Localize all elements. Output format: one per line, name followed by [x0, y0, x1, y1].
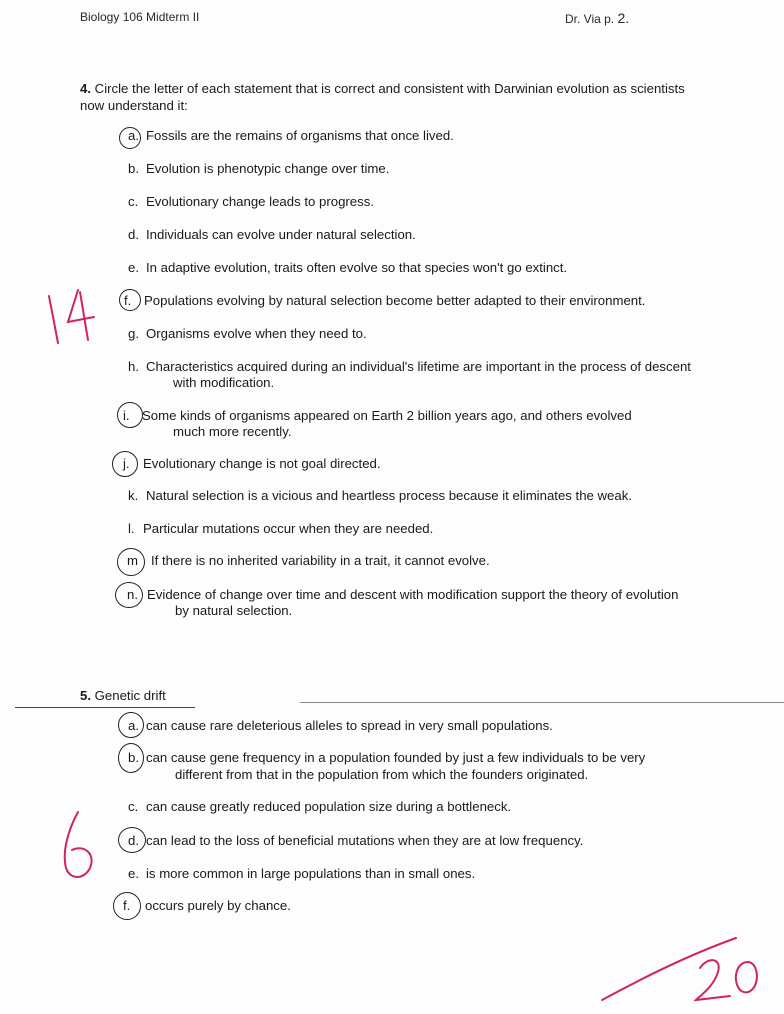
q4-option-letter: j.: [123, 456, 130, 471]
total-score-handwritten: [602, 938, 757, 1000]
header-course-title: Biology 106 Midterm II: [80, 10, 200, 24]
q5-option-text: can cause rare deleterious alleles to spread in very small populations.: [146, 718, 553, 733]
q5-option-letter: a.: [128, 718, 139, 733]
q4-option-letter: d.: [128, 227, 139, 242]
q4-option-text: Some kinds of organisms appeared on Earth 2 billion years ago, and others evolved: [142, 408, 632, 423]
q4-option-letter: f.: [124, 293, 132, 308]
q4-option-n-continuation: by natural selection.: [175, 603, 293, 618]
q4-option-letter: a.: [128, 128, 139, 143]
q5-option-letter: c.: [128, 799, 139, 814]
q4-option-text: Particular mutations occur when they are needed.: [143, 521, 434, 536]
q4-option-text: Populations evolving by natural selection become better adapted to their environment.: [144, 293, 646, 308]
q4-option-text: Natural selection is a vicious and heartless process because it eliminates the weak.: [146, 488, 632, 503]
q4-option-text: In adaptive evolution, traits often evolve so that species won't go extinct.: [146, 260, 568, 275]
q4-option-text: Organisms evolve when they need to.: [146, 326, 367, 341]
q4-prompt-line1: Circle the letter of each statement that is correct and consistent with Darwinian evolution as scientists: [94, 81, 685, 96]
q4-option-letter: l.: [128, 521, 135, 536]
q4-option-text: Evolution is phenotypic change over time.: [146, 161, 390, 176]
header-page-number: 2.: [617, 10, 630, 26]
q4-option-text: If there is no inherited variability in a trait, it cannot evolve.: [151, 553, 490, 568]
q4-prompt-line2: now understand it:: [80, 98, 188, 113]
q5-option-letter: f.: [123, 898, 131, 913]
q5-option-text: is more common in large populations than in small ones.: [146, 866, 476, 881]
q4-number: 4.: [80, 81, 91, 96]
q4-option-text: Characteristics acquired during an individual's lifetime are important in the process of descent: [146, 359, 691, 374]
q4-option-text: Evolutionary change is not goal directed.: [143, 456, 381, 471]
q5-option-b-continuation: different from that in the population from which the founders originated.: [175, 767, 589, 782]
q5-option-letter: e.: [128, 866, 139, 881]
q4-option-text: Fossils are the remains of organisms that once lived.: [146, 128, 454, 143]
q4-option-letter: h.: [128, 359, 139, 374]
q4-option-h-continuation: with modification.: [173, 375, 275, 390]
q4-option-letter: m: [127, 553, 138, 568]
q5-option-text: occurs purely by chance.: [145, 898, 291, 913]
q4-option-i-continuation: much more recently.: [173, 424, 292, 439]
q4-option-text: Evolutionary change leads to progress.: [146, 194, 374, 209]
q4-option-letter: g.: [128, 326, 139, 341]
q5-option-text: can cause gene frequency in a population founded by just a few individuals to be very: [146, 750, 646, 765]
q5-option-text: can lead to the loss of beneficial mutations when they are at low frequency.: [146, 833, 584, 848]
q5-score-handwritten: [65, 812, 92, 877]
q4-option-letter: b.: [128, 161, 139, 176]
header-instructor: Dr. Via p.: [565, 12, 618, 26]
q4-option-letter: k.: [128, 488, 139, 503]
q4-option-letter: n.: [127, 587, 138, 602]
q4-option-letter: i.: [123, 408, 130, 423]
q5-option-text: can cause greatly reduced population size during a bottleneck.: [146, 799, 512, 814]
q5-prompt-text: Genetic drift: [94, 688, 166, 703]
q4-score-handwritten: [49, 290, 94, 343]
q5-option-letter: d.: [128, 833, 139, 848]
q4-option-text: Individuals can evolve under natural selection.: [146, 227, 416, 242]
q4-option-text: Evidence of change over time and descent with modification support the theory of evolution: [147, 587, 679, 602]
q4-option-letter: c.: [128, 194, 139, 209]
q4-option-letter: e.: [128, 260, 139, 275]
q5-option-letter: b.: [128, 750, 139, 765]
q5-number: 5.: [80, 688, 91, 703]
